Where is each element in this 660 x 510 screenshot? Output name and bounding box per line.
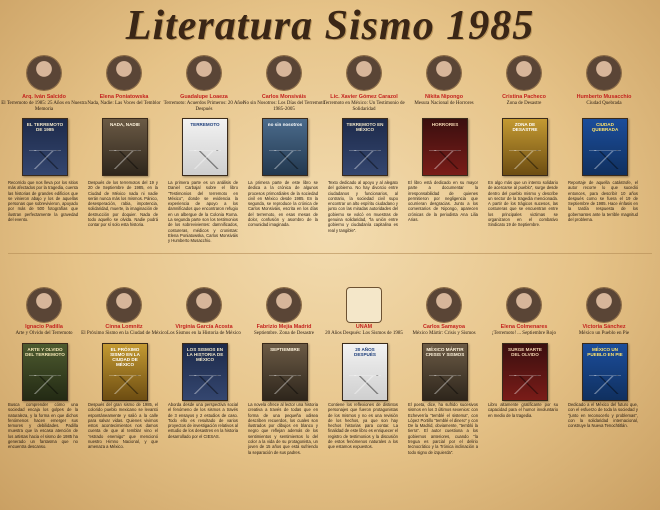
author-photo (427, 56, 461, 90)
book-title-caption: El Terremoto de 1985: 25 Años en Nuestra Memoria (1, 101, 87, 112)
book-cover (342, 118, 388, 176)
book-cover (102, 343, 148, 401)
author-name: Ignacio Padilla (25, 324, 63, 330)
author-name: Elena Poniatowska (99, 94, 149, 100)
book-description: Busca comprender cómo una sociedad encaja los golpes de la naturaleza, y la forma en que dichos fenómenos hacen emerger sus temores y debilidades. Padilla muestra que la escasa atención de los artistas hacia el sismo de 1985 ha generado un fantasma que no encuentra descanso. (8, 402, 78, 450)
author-photo (587, 288, 621, 322)
author-photo (107, 288, 141, 322)
book-cover-title: NADA, NADIE (109, 122, 141, 127)
book-description: El poeta, dice, ha sufrido sucesivos sismos en los 3 últimos sexenios: con Echeverría "temblé el sistema", con López Portillo "temblé el dinero" y con De la Madrid, obviamente, "tembló la tierra". El autor cuestiona a los gobiernos anteriores, cuando "la tregua es parcial por el delirio tecnocrático y la Trónica inclinación a todo signo de izquierda". (408, 402, 478, 455)
book-description: Después del gran sismo de 1985, el colorido pueblo mexicano se levantó espontáneamente y salió a la calle para salvar vidas. Quienes vivimos estos acontecimientos nos damos cuenta de que al temblar vino el "estrado enemigo" que mencionó nuestro Himno Nacional, y que amenaza a México. (88, 402, 158, 450)
book-cover (22, 343, 68, 401)
author-photo (27, 288, 61, 322)
cover-illustration (109, 375, 141, 394)
cover-illustration (429, 375, 461, 394)
book-description: Aborda desde una perspectiva social el fenómeno de los sismos a través de 3 ensayos y 2 estudios de caso. Todo ello es resultado de varios proyectos de investigación relativos al estudio de los desastres en la historia desarrollado por el CIESAS. (168, 402, 238, 439)
book-title-caption: Terremoto en México: Un Testimonio de Solidaridad (323, 101, 405, 112)
author-photo (267, 56, 301, 90)
cover-illustration (589, 375, 621, 394)
book-title-caption: Los Sismos en la Historia de México (167, 331, 241, 336)
book-cover (182, 118, 228, 176)
book-cover (22, 118, 68, 176)
author-name: Carlos Monsiváis (261, 94, 307, 100)
cover-illustration (189, 150, 221, 169)
book-title-caption: Terremoto: Acuerdos Primeros: 20 Años Después (163, 101, 245, 112)
book-description: Libro altamente gratificante por su capacidad para el humor involuntario en medio de la tragedia. (488, 402, 558, 418)
book-title-caption: Zona de Desastre (506, 101, 542, 106)
book-cover (182, 343, 228, 401)
author-photo (27, 56, 61, 90)
unam-logo (347, 288, 381, 322)
book-cover-title: SURGE MARTE DEL OLVIDO (508, 347, 542, 357)
book-cover (582, 343, 628, 401)
book-title-caption: Arte y Olvido del Terremoto (15, 331, 73, 336)
book-cover (342, 343, 388, 401)
book-cover-title: MÉXICO MÁRTIR CRISIS Y SISMOS (425, 347, 465, 357)
book-cover (102, 118, 148, 176)
book-description: Contiene los reflexiones de distintos personajes que fueron protagonistas de los mismos y no es una revisión de los hechos, ya que son hay hechos historias para contar. La finalidad de este libro es enriquecer el registro de testimonios y la discusión de estos fenómenos naturales a los que estamos expuestos. (328, 402, 398, 450)
row-divider (8, 253, 652, 254)
author-name: Humberto Musacchio (576, 94, 632, 100)
book-title-caption: Nada, Nadie: Las Voces del Temblor (87, 101, 161, 106)
author-photo (587, 56, 621, 90)
author-photo (187, 56, 221, 90)
book-cover-title: HORRORES (431, 122, 459, 127)
author-name: Arq. Iván Salcido (22, 94, 66, 100)
cover-illustration (429, 150, 461, 169)
book-title-caption: Mesura Nacional de Horrores (414, 101, 474, 106)
cover-illustration (509, 150, 541, 169)
author-name: Fabrizio Mejía Madrid (256, 324, 312, 330)
cover-illustration (269, 375, 301, 394)
author-photo (507, 56, 541, 90)
book-description: Texto dedicado al apoyo y al alegato del gobierno. No hay divorcio entre ciudadanos y funcionarios, al contrario, la sociedad civil supo encontrar un alto espíritu ciudadano y junto con las miradas autoridades del gobierno se volcó en muestras de genuina solidaridad, "la unión entre gobierno y ciudadanía capitalina es real y tangible". (328, 180, 398, 233)
author-photo (107, 56, 141, 90)
cover-illustration (109, 150, 141, 169)
book-title-caption: El Próximo Sismo en la Ciudad de México (81, 331, 167, 336)
cover-illustration (509, 375, 541, 394)
cover-illustration (349, 375, 381, 394)
cover-illustration (269, 150, 301, 169)
book-cover-title: TERREMOTO EN MÉXICO (346, 122, 384, 132)
book-cover (262, 118, 308, 176)
book-title-caption: 20 Años Después: Los Sismos de 1985 (325, 331, 403, 336)
book-title-caption: Ciudad Quebrada (586, 101, 622, 106)
cover-illustration (29, 150, 61, 169)
book-description: El libro está dedicado en su mayor parte a documentar la irresponsabilidad de quienes permitieron por negligencia que ocurrieran desgracias. Junto a los comentarios de Nipongo, aparecen crónicas de la periodista Ana Lilia Arias. (408, 180, 478, 223)
author-photo (347, 56, 381, 90)
book-cover-title: 20 AÑOS DESPUÉS (354, 347, 376, 357)
poster-title: Literatura Sismo 1985 (125, 3, 535, 49)
book-cover (262, 343, 308, 401)
book-cover-title: ZONA DE DESASTRE (512, 122, 538, 132)
book-cover-title: EL TERREMOTO DE 1985 (26, 122, 64, 132)
book-title-caption: Septiembre. Zona de Desastre (254, 331, 314, 336)
author-name: Cinna Lomnitz (105, 324, 143, 330)
cover-illustration (589, 150, 621, 169)
cover-illustration (189, 375, 221, 394)
book-cover-title: no sin nosotros (267, 122, 303, 127)
book-cover-title: TERREMOTO (190, 122, 220, 127)
author-name: Cristina Pacheco (502, 94, 546, 100)
author-name: Virginia García Acosta (175, 324, 233, 330)
author-name: Victoria Sánchez (582, 324, 626, 330)
book-description: En algo más que un intento solidario de acercarse al pueblo", surge desde dentro del pueblo mismo y describe un sector de la tragedia mencionada. A partir de los trágicos sucesos, las costureras que se encuentran entre los principales victimas se organizaron en el combativo Sindicato 19 de Septiembre. (488, 180, 558, 228)
author-name: Lic. Xavier Gómez Carazol (330, 94, 398, 100)
author-name: Guadalupe Loaeza (180, 94, 228, 100)
book-cover-title: ARTE Y OLVIDO DEL TERREMOTO (25, 347, 65, 357)
book-cover (502, 118, 548, 176)
book-cover (502, 343, 548, 401)
book-cover-title: EL PRÓXIMO SISMO EN LA CIUDAD DE MÉXICO (110, 347, 140, 367)
book-cover (422, 118, 468, 176)
book-cover-title: MÉXICO UN PUEBLO EN PIE (587, 347, 623, 357)
book-description: La primera parte de este libro se dedica a la crónica de algunos procesos primordiales de la sociedad civil en México desde 1985. En la segunda, se reproduce la crónica de Carlos Monsiváis, escrita en los días del terremoto, en esas mesas de dolor, confusión y asombro de la comunidad imaginada. (248, 180, 318, 228)
book-title-caption: México Mártir: Crisis y Sismos (412, 331, 476, 336)
book-title-caption: No sin Nosotros: Los Días del Terremoto 1985-2005 (242, 101, 326, 112)
author-name: Carlos Samayoa (423, 324, 465, 330)
book-description: Dedicado a el México del futuro que, con el esfuerzo de toda la sociedad y "junto en reconocerlo y problemas", con la solidaridad internacional, construye la Nueva Tenochtitlán. (568, 402, 638, 429)
book-cover-title: LOS SISMOS EN LA HISTORIA DE MÉXICO (186, 347, 224, 362)
book-cover-title: CIUDAD QUEBRADA (591, 122, 619, 132)
book-cover (582, 118, 628, 176)
author-photo (507, 288, 541, 322)
book-title-caption: ¡Terremoto! ... Septiembre Rojo (491, 331, 557, 336)
cover-illustration (29, 375, 61, 394)
author-name: Elena Colmenares (500, 324, 548, 330)
book-description: La primera parte es un análisis de Daniel Carbajal sobre el libro "Testimonios del terremoto en México", donde se evidencia la experiencia de apoyo a los damnificados que encontraron refugio en un albergue de la Colonia Roma. La segunda parte son los testimonios de los sobrevivientes: damnificados, costureras, médicos y cronistas: Elena Poniatowska, Carlos Monsiváis y Humberto Musacchio. (168, 180, 238, 244)
author-name: UNAM (355, 324, 373, 330)
author-name: Nikita Nipongo (424, 94, 464, 100)
cover-illustration (349, 150, 381, 169)
book-description: Recorrido que nos lleva por los sitios más afectados por la tragedia, cuenta las historias de grandes edificios que se vinieron abajo y los de aquellas personas que sobrevivieron, apoyado por más de 500 fotografías que ilustran perfectamente la gravedad del evento. (8, 180, 78, 223)
book-title-caption: México un Pueblo en Pie (578, 331, 630, 336)
author-photo (267, 288, 301, 322)
author-photo (427, 288, 461, 322)
book-cover (422, 343, 468, 401)
book-description: La novela ofrece al lector una historia creativa a través de todas que en forma de una pequeña odisea describen recuerdos, los cuales son ilustrados por dibujos en blanco y negro que reflejan además de los sentimientos y sentimientos lo del color a la vida de su protagonista, un joven de 15 años que está sufriendo la separación de sus padres. (248, 402, 318, 455)
book-cover-title: SEPTIEMBRE (270, 347, 300, 352)
book-description: Después de los terremotos del 19 y 20 de Septiembre de 1985, en la Ciudad de México nada ni nadie serán nunca más los mismos. Pánico, desesperación, rabia, impotencia, solidaridad, muerte, la imaginación de destrucción por doquier. Nada de todo aquello se olvida. Nadie podrá contar por sí solo esta historia. (88, 180, 158, 228)
author-photo (187, 288, 221, 322)
book-description: Reportaje de aquella catástrofe, el autor recorre lo que sucedió entonces, para describir 10 años después como se fuera el 19 de Septiembre de 1985. Hace énfasis en la tardía respuesta de los gobernantes ante la terrible magnitud del problema. (568, 180, 638, 223)
